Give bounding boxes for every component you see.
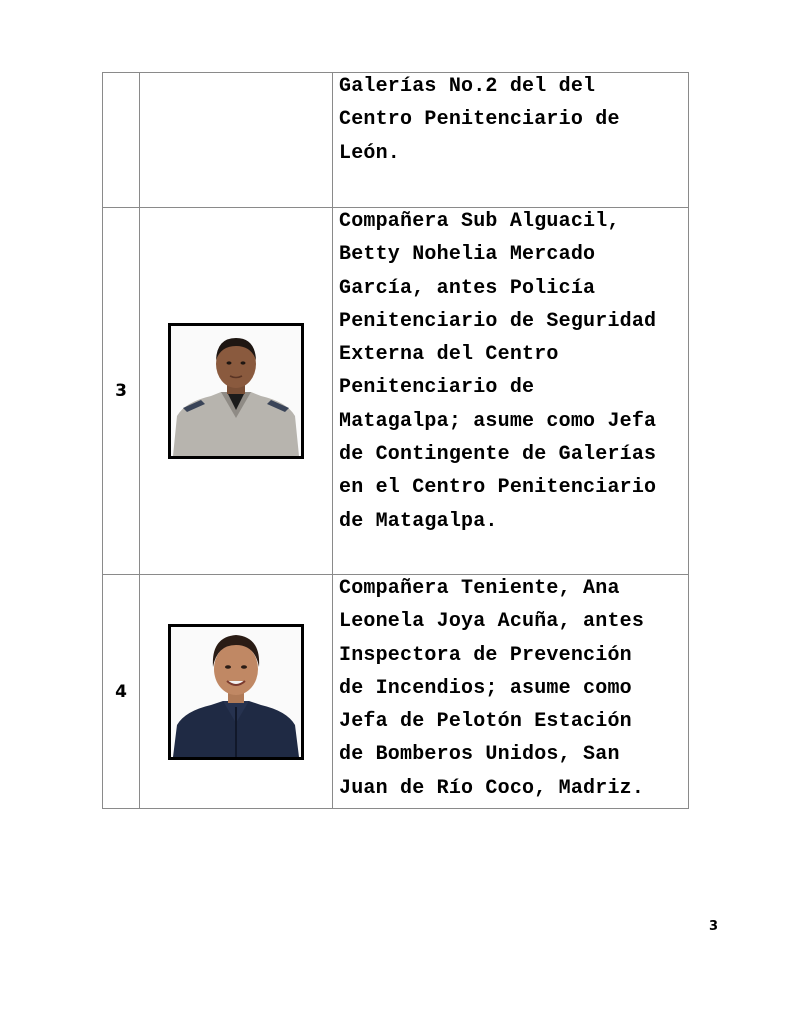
table-row (103, 208, 689, 575)
table-row (103, 73, 689, 208)
table-row (103, 575, 689, 809)
photo-cell (140, 73, 333, 208)
portrait-navy-uniform-icon (171, 627, 301, 757)
description-cell (333, 73, 689, 208)
portrait-gray-uniform-icon (171, 326, 301, 456)
row-number: 3 (103, 208, 140, 575)
description-text: Galerías No.2 del del Centro Penitenciario de León. (339, 75, 620, 165)
description-text: Compañera Sub Alguacil, Betty Nohelia Mercado García, antes Policía Penitenciario de Seguridad Externa del Centro Penitenciario de Matagalpa; asume como Jefa de Contingente de Galerías en el Centro Penitenciario de Matagalpa. (339, 210, 657, 533)
portrait-photo (168, 624, 304, 760)
portrait-photo (168, 323, 304, 459)
description-cell (333, 575, 689, 809)
photo-cell (140, 208, 333, 575)
page-number: 3 (709, 919, 719, 934)
description-text: Compañera Teniente, Ana Leonela Joya Acuña, antes Inspectora de Prevención de Incendios; asume como Jefa de Pelotón Estación de Bomberos Unidos, San Juan de Río Coco, Madriz. (339, 577, 645, 800)
photo-cell (140, 575, 333, 809)
row-number: 4 (103, 575, 140, 809)
description-cell (333, 208, 689, 575)
row-number (103, 73, 140, 208)
personnel-table (102, 72, 689, 809)
